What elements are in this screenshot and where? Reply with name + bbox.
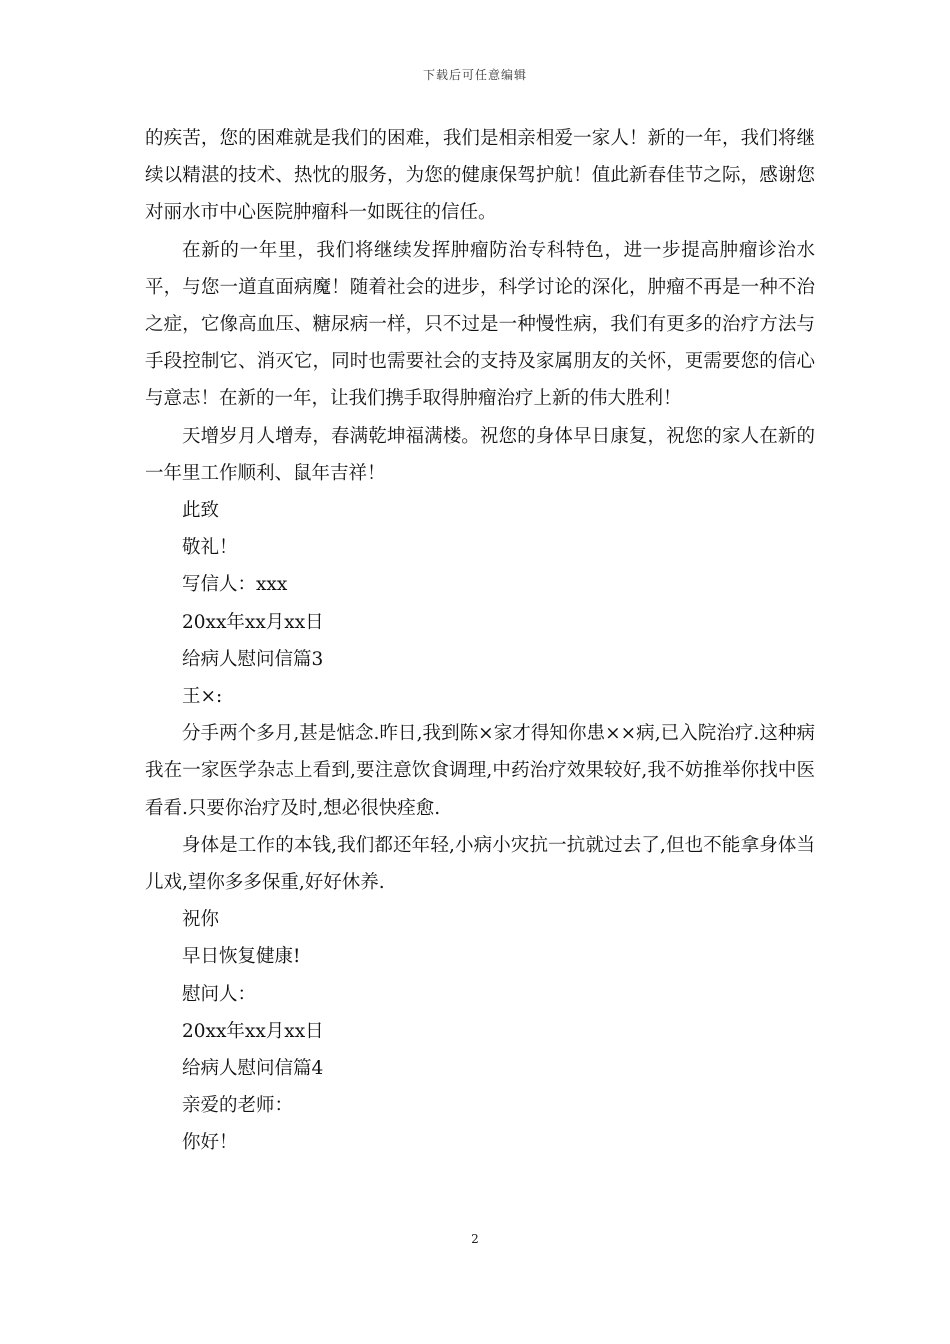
closing-wish-content: 早日恢复健康! [182, 946, 301, 968]
closing-salutation: 此致 [182, 500, 220, 522]
paragraph: 身体是工作的本钱,我们都还年轻,小病小灾抗一抗就过去了,但也不能拿身体当儿戏,望你多多保重,好好休养. [145, 834, 815, 894]
paragraph: 在新的一年里，我们将继续发挥肿瘤防治专科特色，进一步提高肿瘤诊治水平，与您一道直面病魔！随着社会的进步，科学讨论的深化，肿瘤不再是一种不治之症，它像高血压、糖尿病一样，只不过是一种慢性病，我们有更多的治疗方法与手段控制它、消灭它，同时也需要社会的支持及家属朋友的关怀，更需要您的信心与意志！在新的一年，让我们携手取得肿瘤治疗上新的伟大胜利！ [145, 239, 815, 410]
paragraph: 分手两个多月,甚是惦念.昨日,我到陈×家才得知你患××病,已入院治疗.这种病我在一家医学杂志上看到,要注意饮食调理,中药治疗效果较好,我不妨推举你找中医看看.只要你治疗及时,想必很快痊愈. [145, 723, 815, 819]
greeting-line: 王×: [182, 686, 223, 708]
signature-line: 慰问人： [182, 983, 257, 1005]
signature-line: 写信人：xxx [182, 574, 288, 596]
section-title: 给病人慰问信篇4 [182, 1058, 324, 1080]
date-line: 20xx年xx月xx日 [182, 1020, 324, 1042]
page-header: 下载后可任意编辑 [422, 68, 527, 82]
closing-regards: 敬礼！ [182, 537, 238, 559]
paragraph-continuation: 的疾苦，您的困难就是我们的困难，我们是相亲相爱一家人！新的一年，我们将继续以精湛的技术、热忱的服务，为您的健康保驾护航！值此新春佳节之际，感谢您对丽水市中心医院肿瘤科一如既往的信任。 [145, 128, 815, 224]
page-number: 2 [471, 1232, 479, 1246]
paragraph: 天增岁月人增寿，春满乾坤福满楼。祝您的身体早日康复，祝您的家人在新的一年里工作顺利、鼠年吉祥！ [145, 425, 815, 484]
greeting-hello: 你好！ [182, 1132, 238, 1154]
date-line: 20xx年xx月xx日 [182, 611, 324, 633]
greeting-line: 亲爱的老师： [182, 1095, 294, 1117]
document-body [145, 120, 815, 1162]
closing-wish: 祝你 [182, 909, 220, 931]
section-title: 给病人慰问信篇3 [182, 648, 324, 670]
